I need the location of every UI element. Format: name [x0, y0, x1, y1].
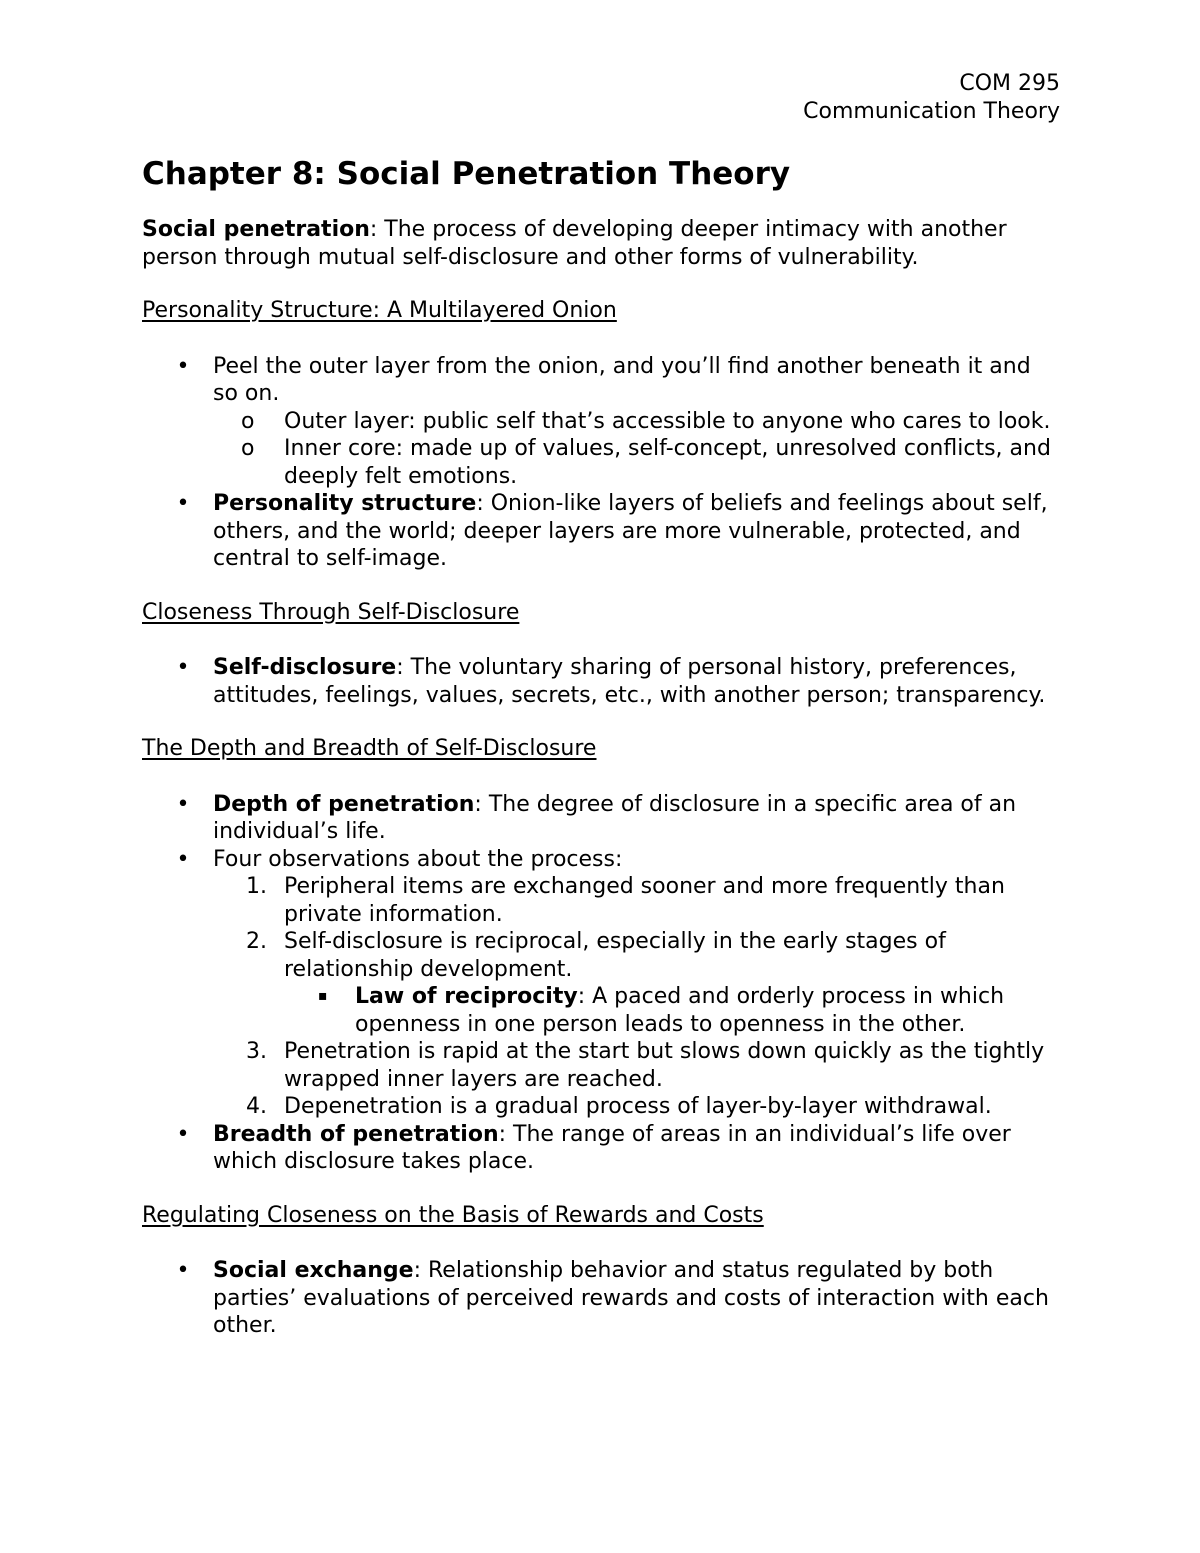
circle-bullet-icon: o	[241, 436, 255, 461]
list-item-text: : The voluntary sharing of personal history, preferences, attitudes, feelings, values, secrets, etc., with another person; transparency.	[213, 655, 1046, 708]
term: Breadth of penetration	[213, 1121, 499, 1147]
list-item-text: Self-disclosure is reciprocal, especially in the early stages of relationship development.	[284, 929, 946, 982]
depth-list	[142, 791, 1060, 1176]
list-item	[142, 791, 1060, 846]
intro-definition	[142, 216, 1060, 271]
list-item	[213, 408, 1060, 436]
closeness-list	[142, 654, 1060, 709]
bullet-icon: •	[176, 791, 190, 817]
list-item-text: : The range of areas in an individual’s life over which disclosure takes place.	[213, 1121, 1011, 1174]
document-header	[142, 70, 1060, 126]
list-item	[213, 1093, 1060, 1121]
section-heading-regulating: Regulating Closeness on the Basis of Rewards and Costs	[142, 1202, 764, 1228]
number-marker: 4.	[246, 1094, 267, 1119]
bullet-icon: •	[176, 655, 190, 680]
list-item	[142, 353, 1060, 491]
number-marker: 3.	[246, 1039, 267, 1064]
section-heading-onion: Personality Structure: A Multilayered Onion	[142, 298, 617, 323]
bullet-icon: •	[176, 491, 190, 516]
course-code: COM 295	[959, 71, 1060, 96]
list-item-text: Penetration is rapid at the start but slows down quickly as the tightly wrapped inner layers are reached.	[284, 1039, 1045, 1092]
bullet-icon: •	[176, 353, 190, 379]
list-item-text: Outer layer: public self that’s accessible to anyone who cares to look.	[284, 408, 1051, 434]
list-item	[213, 928, 1060, 1038]
list-item-text: : Onion-like layers of beliefs and feelings about self, others, and the world; deeper layers are more vulnerable, protected, and central to self-image.	[213, 491, 1048, 571]
onion-sublist	[213, 408, 1060, 491]
list-item	[213, 435, 1060, 490]
list-item	[142, 1121, 1060, 1176]
list-item-text: Peel the outer layer from the onion, and you’ll find another beneath it and so on.	[213, 353, 1031, 406]
list-item-text: : Relationship behavior and status regulated by both parties’ evaluations of perceived rewards and costs of interaction with each other.	[213, 1258, 1049, 1338]
intro-term: Social penetration	[142, 217, 370, 242]
circle-bullet-icon: o	[241, 408, 255, 434]
term: Self-disclosure	[213, 655, 397, 680]
list-item	[142, 1257, 1060, 1340]
number-marker: 1.	[246, 874, 267, 899]
square-bullet-icon: ▪	[318, 988, 328, 1004]
list-item-text: Inner core: made up of values, self-concept, unresolved conflicts, and deeply felt emotions.	[284, 436, 1051, 489]
bullet-icon: •	[176, 846, 190, 872]
list-item-text: Depenetration is a gradual process of layer-by-layer withdrawal.	[284, 1094, 992, 1119]
section-heading-depth: The Depth and Breadth of Self-Disclosure	[142, 736, 597, 761]
page-title: Chapter 8: Social Penetration Theory	[142, 156, 791, 192]
list-item-text: Peripheral items are exchanged sooner and more frequently than private information.	[284, 874, 1005, 927]
list-item-text: Four observations about the process:	[213, 846, 623, 872]
course-name: Communication Theory	[803, 99, 1060, 124]
section-heading-closeness: Closeness Through Self-Disclosure	[142, 599, 520, 625]
reciprocity-sublist	[284, 983, 1060, 1038]
list-item	[142, 654, 1060, 709]
list-item	[213, 873, 1060, 928]
observations-list	[213, 873, 1060, 1121]
list-item-text: : The degree of disclosure in a specific area of an individual’s life.	[213, 791, 1017, 844]
regulating-list	[142, 1257, 1060, 1340]
list-item	[142, 846, 1060, 1121]
list-item	[284, 983, 1060, 1038]
number-marker: 2.	[246, 929, 267, 954]
term: Personality structure	[213, 491, 477, 516]
term: Depth of penetration	[213, 791, 475, 817]
onion-list	[142, 353, 1060, 573]
list-item	[213, 1038, 1060, 1093]
bullet-icon: •	[176, 1258, 190, 1283]
list-item	[142, 490, 1060, 573]
term: Social exchange	[213, 1258, 414, 1283]
list-item-text: : A paced and orderly process in which openness in one person leads to openness in the other.	[355, 984, 1005, 1037]
term: Law of reciprocity	[355, 984, 578, 1009]
bullet-icon: •	[176, 1121, 190, 1147]
intro-text: : The process of developing deeper intimacy with another person through mutual self-disclosure and other forms of vulnerability.	[142, 217, 1007, 270]
